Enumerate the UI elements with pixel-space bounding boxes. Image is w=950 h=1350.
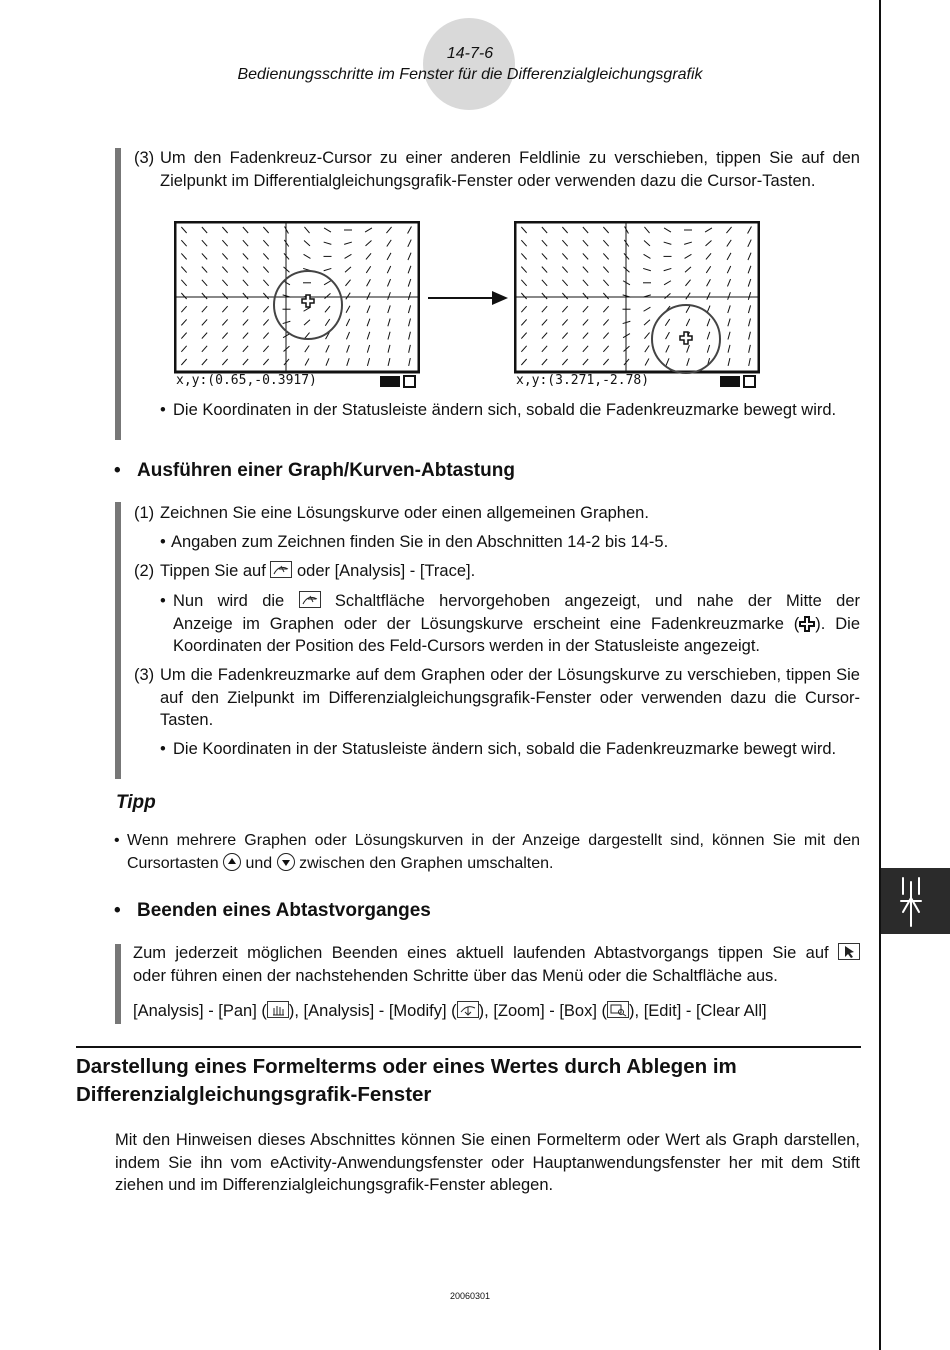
direction-field-graph <box>514 221 760 393</box>
header-circle <box>423 18 515 110</box>
chapter-tab <box>881 868 950 934</box>
note-text: Angaben zum Zeichnen finden Sie in den Abschnitten 14-2 bis 14-5. <box>171 533 669 551</box>
bullet: • <box>160 401 166 419</box>
instruction-bar <box>115 148 121 440</box>
graph-screen-after <box>514 221 760 398</box>
section-heading: Beenden eines Abtastvorganges <box>137 900 431 921</box>
page-title: Bedienungsschritte im Fenster für die Differenzialgleichungsgrafik <box>237 66 703 83</box>
page-number: 14-7-6 <box>446 45 494 62</box>
status-coordinates: x,y:(3.271,-2.78) <box>516 373 650 388</box>
menu-path-text: [Analysis] - [Pan] ( ), [Analysis] - [Modify] ( ), [Zoom] - [Box] ( ), [Edit] - [Clear All] <box>133 1002 767 1020</box>
step-number: (3) <box>134 666 155 684</box>
window-icon <box>404 376 415 387</box>
graph-screen-before <box>174 221 420 398</box>
footer-code: 20060301 <box>449 1291 491 1301</box>
tip-label: Tipp <box>116 792 156 813</box>
pan-icon[interactable] <box>267 1001 289 1018</box>
trace-icon <box>299 591 321 608</box>
bullet: • <box>160 740 166 758</box>
step-text: Tippen Sie auf oder [Analysis] - [Trace]. <box>160 562 476 580</box>
note-text: Nun wird die Schaltfläche hervorgehoben angezeigt, und nahe der Mitte der Anzeige im Graphen oder der Lösungskurve erscheint eine Fadenkreuzmarke ( ). Die Koordinaten der Position des Feld-Cursors werden in der Statusleiste angezeigt. <box>173 592 861 655</box>
step-text: Um den Fadenkreuz-Cursor zu einer anderen Feldlinie zu verschieben, tippen Sie auf den Zielpunkt im Differentialgleichungsgrafik-Fenster oder verwenden dazu die Cursor-Tasten. <box>160 149 860 190</box>
step-number: (1) <box>134 504 155 522</box>
cursor-up-key-icon <box>223 853 241 871</box>
step-text: Um die Fadenkreuzmarke auf dem Graphen oder der Lösungskurve zu verschieben, tippen Sie auf den Zielpunkt im Differenzialgleichungsgrafik-Fenster oder verwenden dazu die Cursor-Tasten. <box>160 666 860 729</box>
step-number: (3) <box>134 149 155 167</box>
arrow-right-icon <box>428 288 510 308</box>
tip-text: Wenn mehrere Graphen oder Lösungskurven in der Anzeige dargestellt sind, können Sie mit den Cursortasten und zwischen den Graphen umschalten. <box>127 832 860 872</box>
window-icon <box>744 376 755 387</box>
right-margin-rule <box>879 0 881 1350</box>
trace-icon[interactable] <box>270 561 292 578</box>
direction-field-graph <box>174 221 420 393</box>
section-heading: Darstellung eines Formelterms oder eines Wertes durch Ablegen im <box>76 1055 737 1078</box>
section-heading: Differenzialgleichungsgrafik-Fenster <box>76 1083 432 1106</box>
note-text: Die Koordinaten in der Statusleiste ändern sich, sobald die Fadenkreuzmarke bewegt wird. <box>173 740 837 758</box>
body-text: Zum jederzeit möglichen Beenden eines aktuell laufenden Abtastvorgangs tippen Sie auf oder führen einen der nachstehenden Schritte über das Menü oder die Schaltfläche aus. <box>133 942 860 987</box>
section-rule <box>76 1046 861 1048</box>
instruction-bar <box>115 502 121 779</box>
status-coordinates: x,y:(0.65,-0.3917) <box>176 373 317 388</box>
bullet: • <box>114 900 121 921</box>
bullet: • <box>114 832 120 849</box>
section-heading: Ausführen einer Graph/Kurven-Abtastung <box>137 460 515 481</box>
bullet: • <box>114 460 121 481</box>
body-text: Mit den Hinweisen dieses Abschnittes können Sie einen Formelterm oder Wert als Graph darstellen, indem Sie ihn vom eActivity-Anwendungsfenster oder Hauptanwendungsfenster her mit dem Stift ziehen und im Differenzialgleichungsgrafik-Fenster ablegen. <box>115 1131 860 1194</box>
bullet: • <box>160 533 166 551</box>
bullet: • <box>160 592 166 610</box>
note-text: Die Koordinaten in der Statusleiste ändern sich, sobald die Fadenkreuzmarke bewegt wird. <box>173 401 837 419</box>
zoom-box-icon[interactable] <box>607 1001 629 1018</box>
cursor-down-key-icon <box>277 853 295 871</box>
battery-icon <box>380 376 400 387</box>
instruction-bar <box>115 944 121 1024</box>
modify-icon[interactable] <box>457 1001 479 1018</box>
crosshair-icon <box>799 616 815 632</box>
diff-graph-chapter-icon <box>881 868 950 934</box>
pointer-icon[interactable] <box>838 943 860 960</box>
step-text: Zeichnen Sie eine Lösungskurve oder einen allgemeinen Graphen. <box>160 504 649 522</box>
battery-icon <box>720 376 740 387</box>
step-number: (2) <box>134 562 155 580</box>
